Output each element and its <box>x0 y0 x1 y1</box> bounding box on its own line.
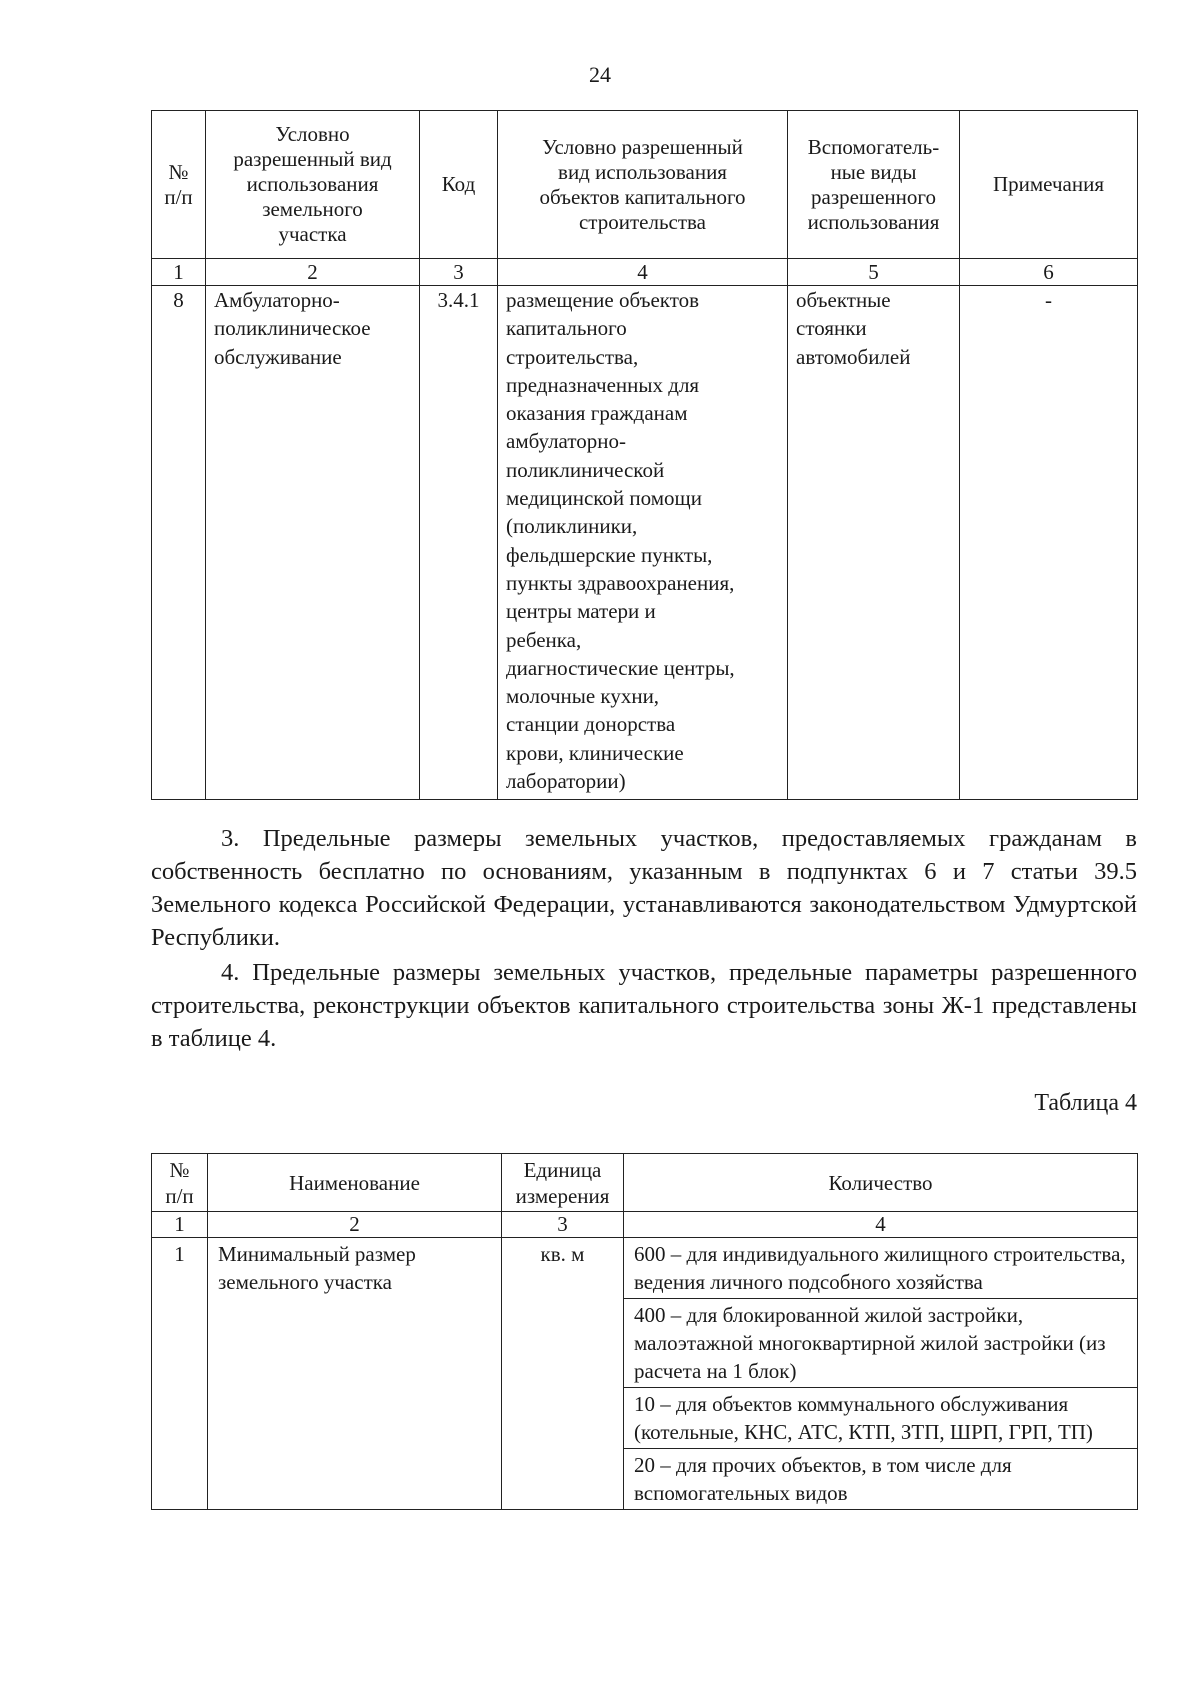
row-number: 1 <box>152 1238 208 1510</box>
column-number-row <box>152 259 1138 286</box>
header-name: Наименование <box>208 1154 502 1212</box>
header-notes: Примечания <box>960 111 1138 259</box>
column-number: 2 <box>206 259 420 286</box>
quantity-cell: 20 – для прочих объектов, в том числе для вспомогательных видов <box>624 1449 1138 1510</box>
body-text <box>151 822 1137 1055</box>
table-header-row <box>152 111 1138 259</box>
column-number: 6 <box>960 259 1138 286</box>
table-header-row <box>152 1154 1138 1212</box>
header-code: Код <box>420 111 498 259</box>
column-number: 5 <box>788 259 960 286</box>
header-quantity: Количество <box>624 1154 1138 1212</box>
header-auxiliary-uses: Вспомогатель- ные виды разрешенного использования <box>788 111 960 259</box>
header-land-use-type: Условно разрешенный вид использования земельного участка <box>206 111 420 259</box>
table-caption: Таблица 4 <box>1034 1090 1137 1116</box>
column-number: 3 <box>420 259 498 286</box>
permitted-use-table <box>151 110 1138 800</box>
row-number: 8 <box>152 286 206 800</box>
paragraph-4: 4. Предельные размеры земельных участков, предельные параметры разрешенного строительства, реконструкции объектов капитального строительства зоны Ж-1 представлены в таблице 4. <box>151 959 1137 1052</box>
quantity-cell: 400 – для блокированной жилой застройки, малоэтажной многоквартирной жилой застройки (из расчета на 1 блок) <box>624 1299 1138 1388</box>
quantity-cell: 10 – для объектов коммунального обслуживания (котельные, КНС, АТС, КТП, ЗТП, ШРП, ГРП, ТП) <box>624 1388 1138 1449</box>
row-unit: кв. м <box>502 1238 624 1510</box>
column-number-row <box>152 1212 1138 1238</box>
header-number: № п/п <box>152 111 206 259</box>
header-capital-construction-use: Условно разрешенный вид использования объектов капитального строительства <box>498 111 788 259</box>
paragraph-3: 3. Предельные размеры земельных участков, предоставляемых гражданам в собственность бесплатно по основаниям, указанным в подпунктах 6 и 7 статьи 39.5 Земельного кодекса Российской Федерации, устанавливаются законодательством Удмуртской Республики. <box>151 825 1137 951</box>
column-number: 4 <box>624 1212 1138 1238</box>
header-unit: Единица измерения <box>502 1154 624 1212</box>
quantity-cell: 600 – для индивидуального жилищного строительства, ведения личного подсобного хозяйства <box>624 1238 1138 1299</box>
land-plot-size-table <box>151 1153 1138 1510</box>
row-description: размещение объектов капитального строительства, предназначенных для оказания гражданам амбулаторно- поликлинической медицинской помощи (поликлиники, фельдшерские пункты, пункты здравоохранения, центры матери и ребенка, диагностические центры, молочные кухни, станции донорства крови, клинические лаборатории) <box>498 286 788 800</box>
row-code: 3.4.1 <box>420 286 498 800</box>
column-number: 4 <box>498 259 788 286</box>
row-land-use-name: Амбулаторно- поликлиническое обслуживание <box>206 286 420 800</box>
table-row <box>152 286 1138 800</box>
column-number: 1 <box>152 259 206 286</box>
row-auxiliary-uses: объектные стоянки автомобилей <box>788 286 960 800</box>
table-row <box>152 1238 1138 1299</box>
row-name: Минимальный размер земельного участка <box>208 1238 502 1510</box>
header-number: № п/п <box>152 1154 208 1212</box>
page-number: 24 <box>589 62 611 87</box>
column-number: 1 <box>152 1212 208 1238</box>
column-number: 2 <box>208 1212 502 1238</box>
column-number: 3 <box>502 1212 624 1238</box>
row-notes: - <box>960 286 1138 800</box>
